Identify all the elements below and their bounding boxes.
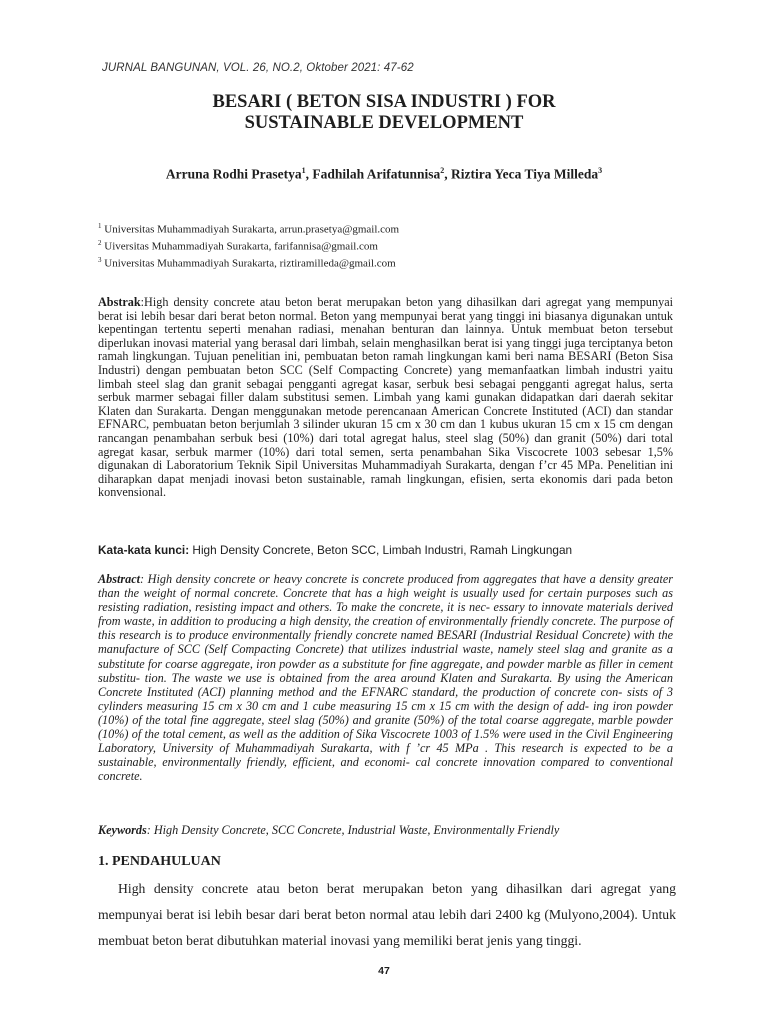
affiliation-line: [98, 237, 399, 254]
abstract-english-paragraph: [98, 572, 673, 783]
kata-kunci-paragraph: [98, 544, 673, 558]
affiliation-text: Uiversitas Muhammadiyah Surakarta, farifannisa@gmail.com: [104, 240, 378, 253]
abstrak-text: :High density concrete atau beton berat merupakan beton yang dihasilkan dari agregat yang mempunyai berat isi lebih besar dari berat beton normal. Beton yang mempunyai berat yang tinggi ini biasanya digunakan untuk kepentingan tertentu seperti menahan radiasi, menahan benturan dan lainnya. Untuk membuat beton tersebut diperlukan inovasi material yang berasal dari limbah, selain menghasilkan berat isi yang tinggi juga terciptanya beton ramah lingkungan. Tujuan penelitian ini, pembuatan beton ramah lingkungan kami beri nama BESARI (Beton Sisa Industri) dengan pembuatan beton SCC (Self Compacting Concrete) yang memanfaatkan limbah industri yaitu limbah steel slag dan granit sebagai pengganti agregat kasar, serbuk besi sebagai pengganti agregat halus, serta serbuk marmer sebagai filler dalam substitusi semen. Limbah yang kami gunakan didapatkan dari daerah sekitar Klaten dan Surakarta. Dengan menggunakan metode perencanaan American Concrete Instituted (ACI) dan standar EFNARC, pembuatan beton berjumlah 3 silinder ukuran 15 cm x 30 cm dan 1 kubus ukuran 15 cm x 15 cm dengan rancangan penambahan serbuk besi (10%) dari total agregat halus, steel slag (50%) dan granit (50%) dari total agregat kasar, serbuk marmer (10%) dari total semen, serta penambahan Sika Viscocrete 1003 sebesar 1,5% digunakan di Laboratorium Teknik Sipil Universitas Muhammadiyah Surakarta, dengan f’cr 45 MPa. Penelitian ini diharapkan dapat menjadi inovasi beton sustainable, ramah lingkungan, efisien, serta ekonomis dari pada beton konvensional.: [98, 295, 673, 500]
journal-header: JURNAL BANGUNAN, VOL. 26, NO.2, Oktober 2021: 47-62: [102, 62, 414, 74]
affiliation-mark: 3: [98, 255, 102, 264]
title-line-1: BESARI ( BETON SISA INDUSTRI ) FOR: [212, 92, 556, 112]
paper-title: [0, 92, 768, 134]
intro-text: High density concrete atau beton berat merupakan beton yang dihasilkan dari agregat yang mempunyai berat isi lebih besar dari berat beton normal atau lebih dari 2400 kg (Mulyono,2004). Untuk membuat beton berat dibutuhkan material inovasi yang memiliki berat jenis yang tinggi.: [98, 881, 676, 949]
author-name: Arruna Rodhi Prasetya: [165, 166, 302, 182]
keywords-text: : High Density Concrete, SCC Concrete, Industrial Waste, Environmentally Friendly: [146, 823, 560, 837]
affiliation-line: [98, 220, 399, 237]
intro-paragraph: [98, 876, 676, 955]
abstract-label: Abstract: [98, 572, 140, 586]
affiliation-text: Universitas Muhammadiyah Surakarta, arrun.prasetya@gmail.com: [104, 223, 400, 236]
affiliation-mark: 1: [98, 222, 102, 230]
author-affil-mark: 1: [301, 166, 306, 175]
abstract-text: : High density concrete or heavy concrete is concrete produced from aggregates that have a density greater than the weight of normal concrete. Concrete that has a high weight is usually used for certain purposes such as resisting radiation, resisting impact and others. To make the concrete, it is nec- essary to innovate materials derived from waste, in addition to producing a high density, the creation of environmentally friendly concrete. The purpose of this research is to produce environmentally friendly concrete named BESARI (Industrial Residual Concrete) with the manufacture of SCC (Self Compacting Concrete) that utilizes industrial waste, namely steel slag and granite as a substitute for coarse aggregate, iron powder as a substitute for fine aggregate, and powder marble as filler in cement substitu- tion. The waste we use is obtained from the area around Klaten and Surakarta. By using the American Concrete Instituted (ACI) planning method and the EFNARC standard, the production of concrete con- sists of 3 cylinders measuring 15 cm x 30 cm and 1 cube measuring 15 cm x 15 cm with the design of add- ing iron powder (10%) of the total fine aggregate, steel slag (50%) and granite (50%) of the total coarse aggregate, marble powder (10%) of the total cement, as well as the addition of Sika Viscocrete 1003 of 1.5% were used in the Civil Engineering Laboratory, University of Muhammadiyah Surakarta, with f ’cr 45 MPa . This research is expected to be a sustainable, environmentally friendly, efficient, and economi- cal concrete innovation compared to conventional concrete.: [98, 572, 673, 784]
page-number: 47: [378, 965, 390, 977]
keywords-paragraph: [98, 824, 673, 838]
author-separator: ,: [444, 166, 452, 182]
affiliations: [98, 220, 399, 271]
author-affil-mark: 3: [598, 166, 603, 175]
title-line-2: SUSTAINABLE DEVELOPMENT: [244, 113, 524, 133]
author-name: Riztira Yeca Tiya Milleda: [451, 166, 599, 182]
section-heading: 1. PENDAHULUAN: [98, 854, 221, 869]
affiliation-text: Universitas Muhammadiyah Surakarta, riztiramilleda@gmail.com: [104, 257, 396, 270]
abstrak-label: Abstrak: [98, 295, 141, 309]
author-list: [0, 166, 768, 183]
kata-kunci-label: Kata-kata kunci:: [98, 543, 190, 557]
kata-kunci-text: High Density Concrete, Beton SCC, Limbah Industri, Ramah Lingkungan: [189, 543, 573, 557]
affiliation-mark: 2: [98, 238, 102, 247]
author-separator: ,: [305, 166, 313, 182]
keywords-label: Keywords: [98, 823, 147, 837]
author-affil-mark: 2: [440, 166, 445, 175]
abstrak-paragraph: [98, 296, 673, 500]
affiliation-line: [98, 254, 399, 271]
author-name: Fadhilah Arifatunnisa: [312, 166, 441, 182]
